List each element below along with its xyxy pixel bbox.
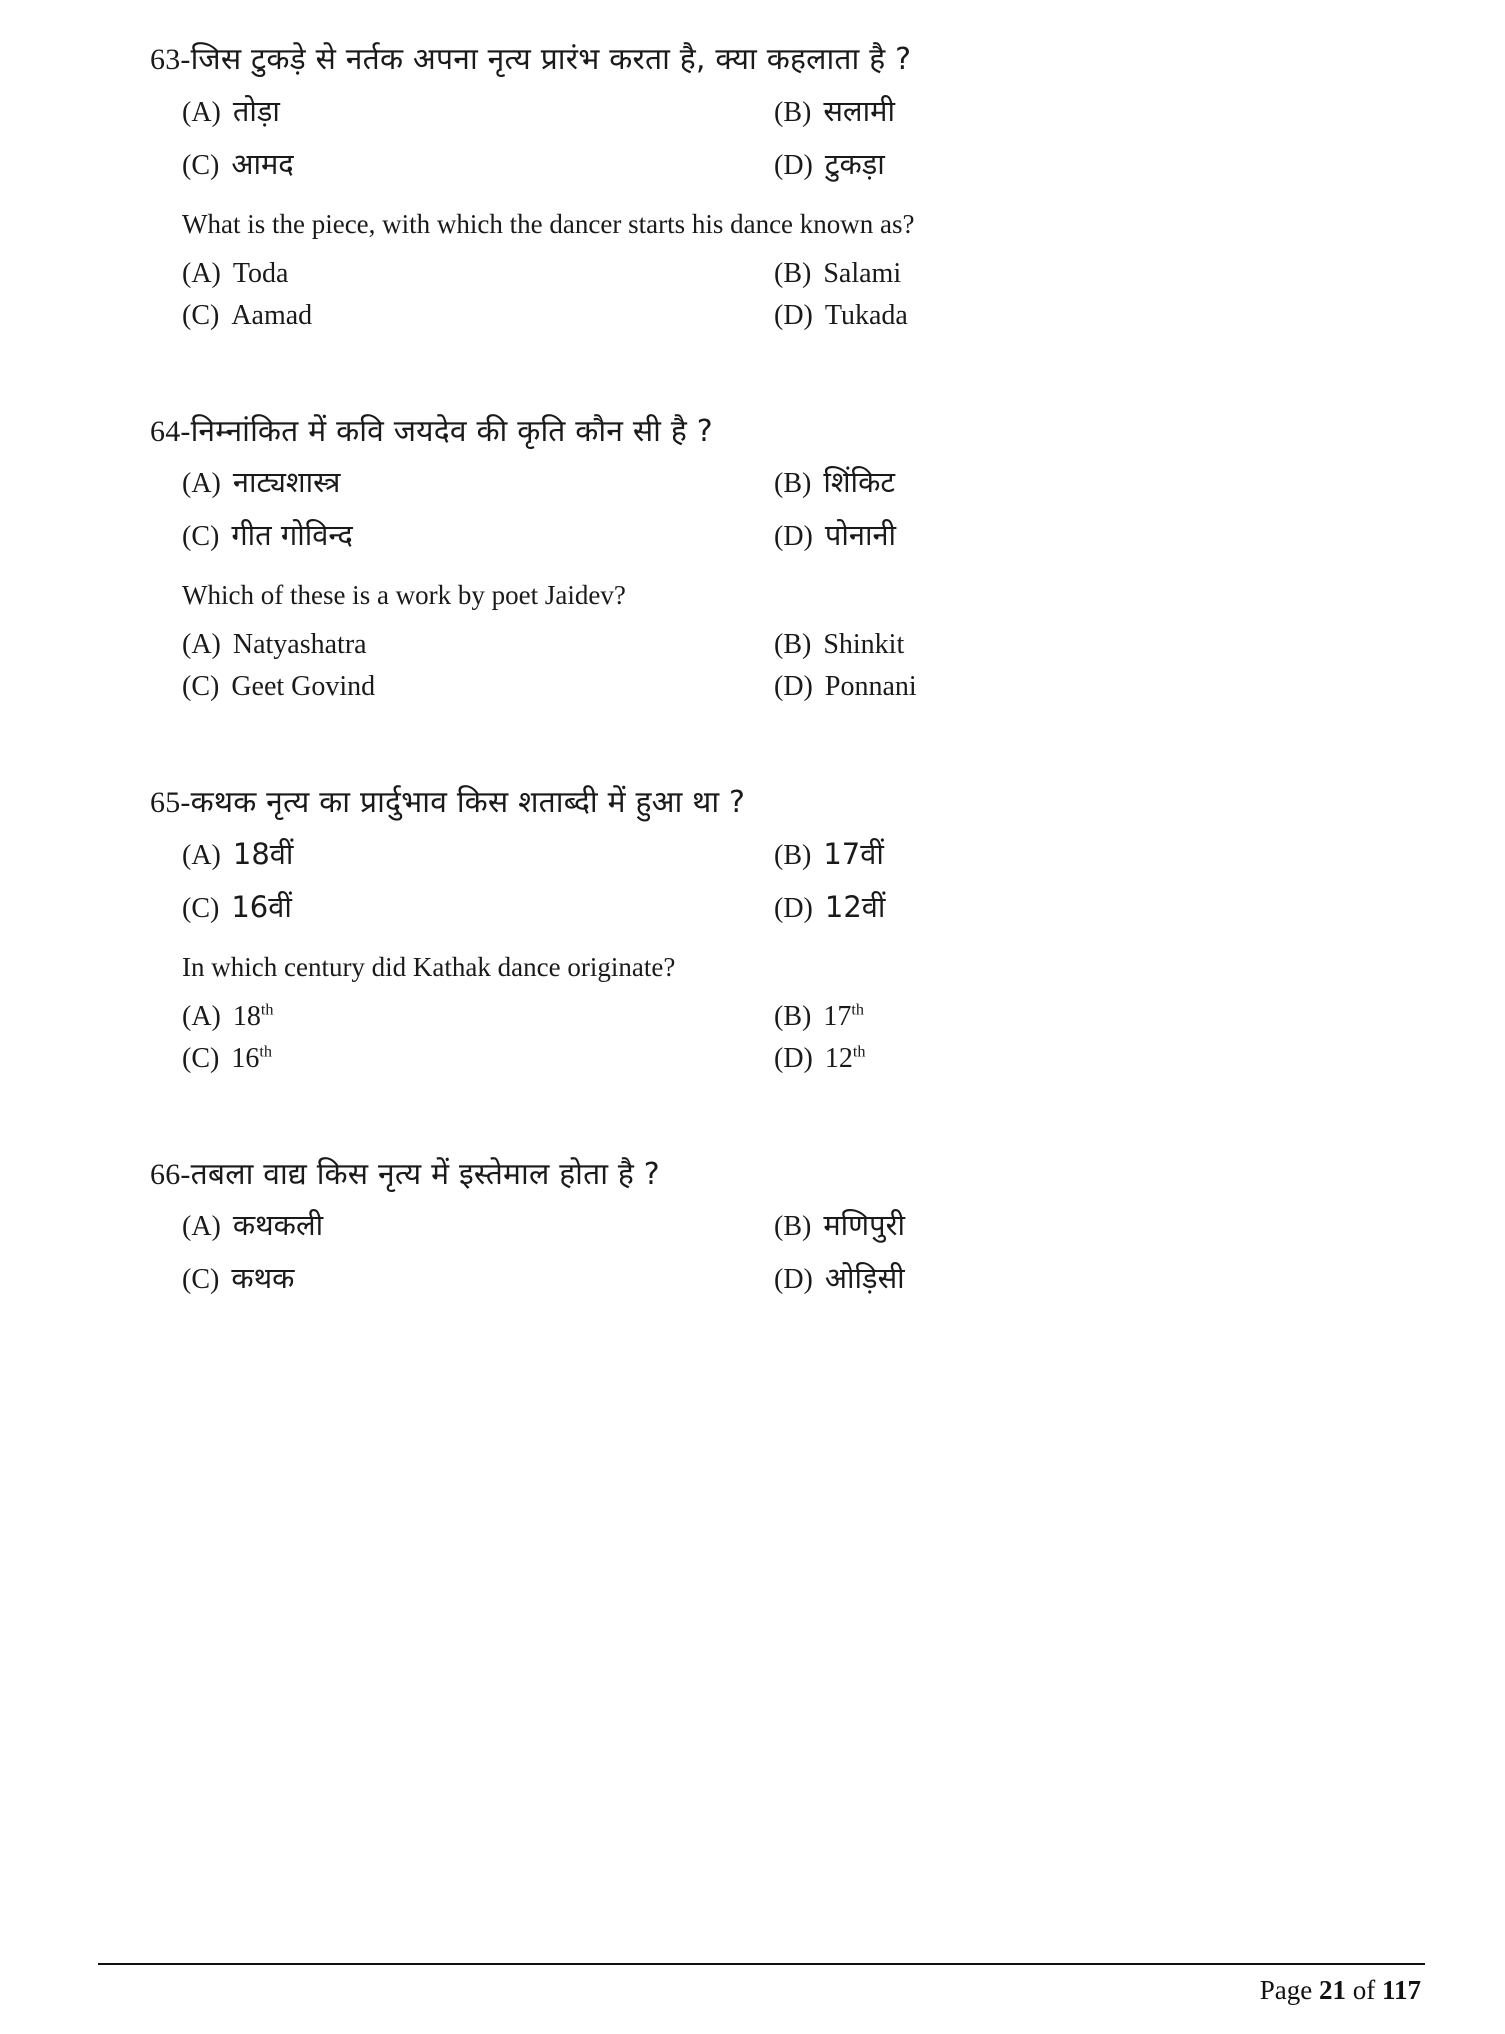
page-number-label [98, 1975, 1425, 2006]
option-label: 12वीं [824, 889, 886, 924]
option-64-en-a[interactable] [182, 629, 756, 661]
option-row [182, 887, 1330, 926]
option-tag: (C) [182, 671, 220, 702]
option-ordinal-suffix: th [259, 1042, 272, 1061]
question-63-stem-hindi [150, 40, 1330, 81]
option-label: ओड़िसी [824, 1261, 905, 1295]
option-label: पोनानी [824, 518, 897, 552]
option-label: आमद [231, 146, 294, 181]
option-63-hi-c[interactable] [182, 144, 756, 183]
option-label [231, 1043, 272, 1075]
footer-of-word: of [1352, 1975, 1376, 2005]
question-66-stem-hindi [150, 1155, 1330, 1196]
option-label: कथकली [232, 1208, 324, 1242]
option-63-en-c[interactable] [182, 300, 756, 332]
option-tag: (B) [774, 1211, 812, 1242]
question-63-stem-hindi-text: जिस टुकड़े से नर्तक अपना नृत्य प्रारंभ करता है, क्या कहलाता है ? [190, 42, 912, 77]
question-64 [150, 412, 1330, 704]
option-tag: (C) [182, 299, 220, 331]
footer-page-word: Page [1259, 1975, 1313, 2005]
question-65-english-options [182, 1001, 1330, 1075]
option-label: Natyashatra [232, 629, 367, 660]
question-65-stem-english: In which century did Kathak dance originate? [182, 951, 676, 982]
option-64-hi-c[interactable] [182, 515, 756, 554]
question-63-number: 63- [150, 43, 191, 76]
option-ordinal-base: 18 [232, 1000, 261, 1032]
option-label: Shinkit [823, 629, 905, 660]
option-row [182, 462, 1330, 501]
option-label [825, 1043, 866, 1075]
option-tag: (D) [774, 149, 813, 181]
option-tag: (C) [182, 892, 220, 924]
option-tag: (A) [182, 629, 221, 660]
option-row [182, 834, 1330, 873]
option-tag: (C) [182, 521, 220, 552]
option-tag: (B) [774, 96, 812, 128]
option-tag: (A) [182, 468, 221, 499]
option-65-hi-d[interactable] [756, 887, 1330, 926]
option-64-en-c[interactable] [182, 671, 756, 703]
option-label [233, 1001, 274, 1033]
question-65-number: 65- [150, 786, 191, 819]
option-tag: (C) [182, 149, 220, 181]
question-64-stem-hindi-text: निम्नांकित में कवि जयदेव की कृति कौन सी है ? [190, 413, 713, 449]
option-label: मणिपुरी [823, 1208, 905, 1242]
option-tag: (D) [774, 299, 813, 331]
question-65-stem-hindi-text: कथक नृत्य का प्रार्दुभाव किस शताब्दी में हुआ था ? [190, 785, 746, 820]
option-tag: (C) [182, 1042, 220, 1074]
option-row [182, 515, 1330, 554]
option-63-en-d[interactable] [756, 300, 1330, 332]
option-65-en-a[interactable] [182, 1001, 756, 1033]
option-label: 16वीं [231, 889, 292, 924]
option-65-hi-a[interactable] [182, 834, 756, 873]
question-65-hindi-options [182, 834, 1330, 926]
option-65-en-b[interactable] [756, 1001, 1330, 1033]
question-separator [150, 1113, 1330, 1155]
option-65-en-d[interactable] [756, 1043, 1330, 1075]
option-row [182, 258, 1330, 290]
question-separator [150, 741, 1330, 783]
option-64-en-b[interactable] [756, 629, 1330, 661]
option-66-hi-a[interactable] [182, 1205, 756, 1244]
option-65-hi-c[interactable] [182, 887, 756, 926]
option-label: Ponnani [824, 671, 917, 702]
option-66-hi-c[interactable] [182, 1258, 756, 1297]
option-row [182, 91, 1330, 130]
question-65-stem-hindi [150, 783, 1330, 824]
question-66-number: 66- [150, 1157, 191, 1191]
option-label: शिंकिट [823, 465, 895, 499]
option-tag: (C) [182, 1264, 220, 1295]
question-64-number: 64- [150, 414, 191, 448]
option-tag: (B) [774, 1000, 812, 1032]
option-label: Salami [823, 257, 902, 289]
footer-divider [98, 1963, 1425, 1965]
question-65 [150, 783, 1330, 1075]
option-row [182, 1001, 1330, 1033]
option-64-hi-b[interactable] [756, 462, 1330, 501]
option-label: सलामी [823, 93, 895, 128]
question-63-stem-english: What is the piece, with which the dancer starts his dance known as? [182, 208, 915, 239]
option-ordinal-suffix: th [260, 1000, 274, 1019]
option-label: Tukada [824, 299, 908, 331]
option-label: तोड़ा [232, 93, 280, 128]
option-row [182, 1258, 1330, 1297]
option-65-en-c[interactable] [182, 1043, 756, 1075]
option-63-hi-a[interactable] [182, 91, 756, 130]
option-tag: (A) [182, 1000, 221, 1032]
option-ordinal-suffix: th [852, 1042, 866, 1061]
option-63-en-a[interactable] [182, 258, 756, 290]
question-63-hindi-options [182, 91, 1330, 183]
option-tag: (D) [774, 671, 813, 702]
option-ordinal-suffix: th [851, 1000, 864, 1019]
option-64-hi-a[interactable] [182, 462, 756, 501]
option-64-en-d[interactable] [756, 671, 1330, 703]
option-tag: (A) [182, 96, 221, 128]
option-ordinal-base: 17 [823, 1000, 852, 1032]
option-63-hi-d[interactable] [756, 144, 1330, 183]
page-footer [98, 1963, 1425, 2006]
question-63 [150, 40, 1330, 332]
option-tag: (A) [182, 257, 221, 289]
option-64-hi-d[interactable] [756, 515, 1330, 554]
question-list [150, 40, 1330, 1335]
question-66-stem-hindi-text: तबला वाद्य किस नृत्य में इस्तेमाल होता है ? [190, 1156, 660, 1192]
option-label: Geet Govind [231, 671, 376, 702]
option-row [182, 1043, 1330, 1075]
footer-page-number: 21 [1318, 1975, 1346, 2005]
question-64-stem-english: Which of these is a work by poet Jaidev? [182, 580, 626, 610]
option-label: Toda [232, 257, 289, 289]
option-label: कथक [231, 1261, 295, 1295]
footer-page-total: 117 [1381, 1975, 1421, 2005]
question-66 [150, 1155, 1330, 1298]
option-tag: (B) [774, 629, 812, 660]
option-tag: (D) [774, 521, 813, 552]
option-66-hi-b[interactable] [756, 1205, 1330, 1244]
question-64-english-options [182, 629, 1330, 703]
option-row [182, 300, 1330, 332]
option-row [182, 671, 1330, 703]
option-66-hi-d[interactable] [756, 1258, 1330, 1297]
option-label: टुकड़ा [824, 146, 885, 181]
option-tag: (A) [182, 1211, 221, 1242]
option-row [182, 144, 1330, 183]
question-separator [150, 370, 1330, 412]
option-label: नाट्यशास्त्र [232, 465, 341, 499]
option-tag: (D) [774, 1264, 813, 1295]
option-tag: (B) [774, 839, 812, 871]
option-ordinal-base: 12 [824, 1042, 853, 1074]
option-label: 18वीं [232, 836, 294, 871]
option-63-hi-b[interactable] [756, 91, 1330, 130]
option-tag: (A) [182, 839, 221, 871]
option-tag: (D) [774, 1042, 813, 1074]
option-label: गीत गोविन्द [231, 518, 353, 552]
option-65-hi-b[interactable] [756, 834, 1330, 873]
option-tag: (B) [774, 468, 812, 499]
option-ordinal-base: 16 [231, 1042, 260, 1074]
question-66-hindi-options [182, 1205, 1330, 1297]
question-64-hindi-options [182, 462, 1330, 554]
option-label: 17वीं [823, 836, 884, 871]
option-label: Aamad [231, 299, 313, 331]
option-row [182, 629, 1330, 661]
question-63-english-options [182, 258, 1330, 332]
question-64-stem-hindi [150, 412, 1330, 453]
option-tag: (B) [774, 257, 812, 289]
option-row [182, 1205, 1330, 1244]
option-63-en-b[interactable] [756, 258, 1330, 290]
option-label [823, 1001, 864, 1033]
option-tag: (D) [774, 892, 813, 924]
